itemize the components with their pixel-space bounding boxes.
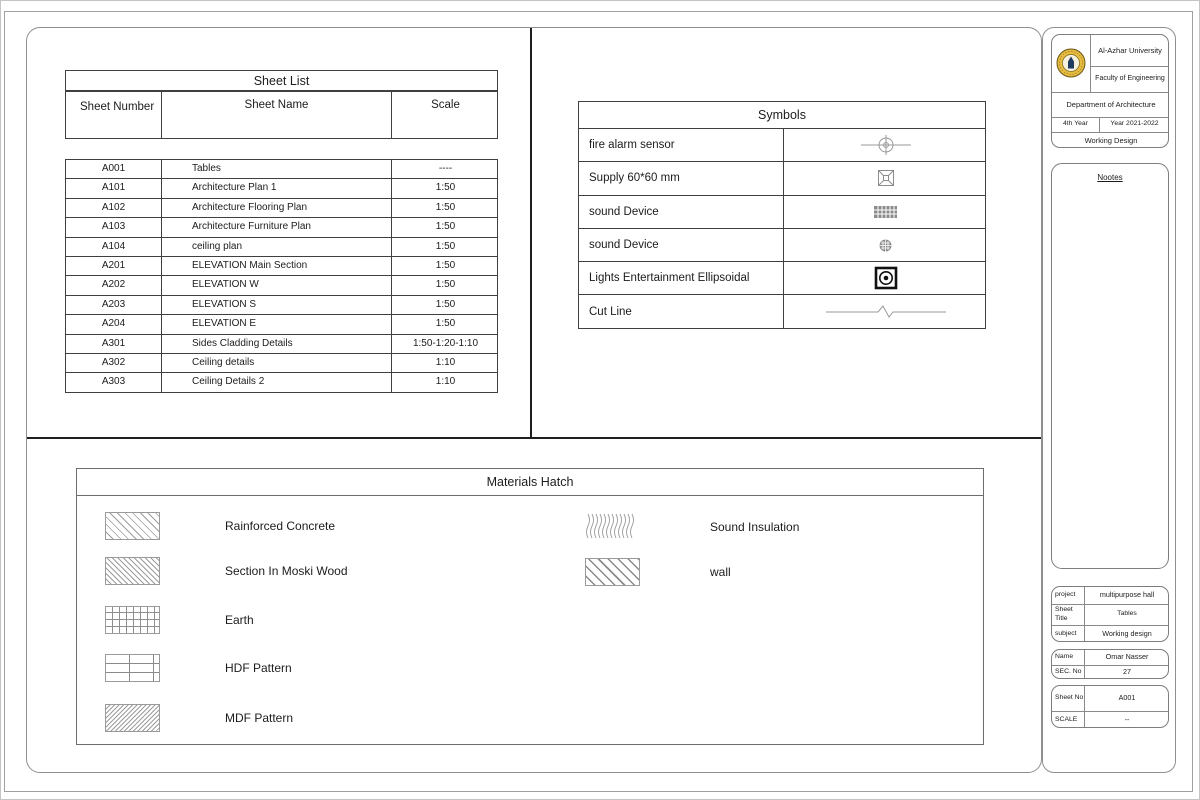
- subject-label: subject: [1055, 629, 1077, 637]
- wall-hatch: [585, 558, 640, 586]
- symbol-row: Lights Entertainment Ellipsoidal: [579, 262, 985, 295]
- vertical-panel-divider: [530, 28, 532, 438]
- material-item: Sound Insulation: [585, 513, 799, 540]
- scale-label: SCALE: [1055, 715, 1078, 723]
- design-type: Working Design: [1084, 136, 1138, 145]
- symbol-row: Cut Line: [579, 295, 985, 327]
- sheet-list-table: [65, 159, 498, 393]
- study-year: 4th Year: [1063, 120, 1088, 128]
- sheet-list-header-row: [65, 91, 498, 139]
- material-item: wall: [585, 558, 731, 586]
- table-row: A101 Architecture Plan 1 1:50: [66, 179, 497, 198]
- table-row: A204 ELEVATION E 1:50: [66, 315, 497, 334]
- sound-device-grille-icon: [784, 196, 987, 228]
- sheet-no-value: A001: [1118, 693, 1136, 703]
- section-number-value: 27: [1123, 667, 1131, 677]
- sheet-title-value: Tables: [1117, 610, 1137, 618]
- symbol-row: Supply 60*60 mm: [579, 162, 985, 195]
- table-row: A201 ELEVATION Main Section 1:50: [66, 257, 497, 276]
- material-item: Section In Moski Wood: [105, 557, 348, 585]
- sheet-list-title: Sheet List: [65, 70, 498, 91]
- notes-box: [1051, 163, 1169, 569]
- table-row: A203 ELEVATION S 1:50: [66, 296, 497, 315]
- fire-alarm-sensor-icon: [784, 129, 987, 161]
- scale-value: --: [1124, 714, 1130, 724]
- table-row: A102 Architecture Flooring Plan 1:50: [66, 199, 497, 218]
- earth-hatch: [105, 606, 160, 634]
- project-info-block: [1051, 586, 1169, 642]
- material-item: Rainforced Concrete: [105, 512, 335, 540]
- materials-hatch-title: Materials Hatch: [77, 469, 983, 496]
- ellipsoidal-light-icon: [784, 262, 987, 294]
- symbols-table: [578, 101, 986, 329]
- column-header-sheet-number: Sheet Number: [66, 92, 162, 138]
- sheet-title-label: Sheet Title: [1055, 606, 1073, 622]
- sound-insulation-hatch: [585, 513, 637, 540]
- university-logo: [1056, 48, 1086, 78]
- academic-year: Year 2021-2022: [1110, 120, 1159, 128]
- table-row: A301 Sides Cladding Details 1:50-1:20-1:10: [66, 335, 497, 354]
- symbol-row: fire alarm sensor: [579, 129, 985, 162]
- university-block: [1051, 34, 1169, 148]
- symbol-row: sound Device: [579, 196, 985, 229]
- material-item: Earth: [105, 606, 254, 634]
- project-value: multipurpose hall: [1099, 590, 1155, 600]
- moski-wood-hatch: [105, 557, 160, 585]
- materials-hatch-table: [76, 468, 984, 745]
- supply-diffuser-icon: [784, 162, 987, 194]
- sheet-no-label: Sheet No: [1055, 694, 1084, 702]
- table-row: A103 Architecture Furniture Plan 1:50: [66, 218, 497, 237]
- name-label: Name: [1055, 653, 1074, 661]
- column-header-scale: Scale: [431, 99, 460, 111]
- table-row: A303 Ceiling Details 2 1:10: [66, 373, 497, 391]
- cut-line-icon: [784, 295, 987, 327]
- university-name: Al-Azhar University: [1098, 46, 1162, 55]
- symbol-row: sound Device: [579, 229, 985, 262]
- column-header-sheet-name: Sheet Name: [162, 92, 392, 138]
- faculty-name: Faculty of Engineering: [1095, 74, 1165, 82]
- table-row: A001 Tables ----: [66, 160, 497, 179]
- table-row: A202 ELEVATION W 1:50: [66, 276, 497, 295]
- table-row: A302 Ceiling details 1:10: [66, 354, 497, 373]
- sheet-number-block: [1051, 685, 1169, 728]
- mdf-pattern-hatch: [105, 704, 160, 732]
- notes-title: Nootes: [1097, 173, 1123, 182]
- horizontal-panel-divider: [27, 437, 1041, 439]
- name-value: Omar Nasser: [1105, 652, 1149, 662]
- department-name: Department of Architecture: [1066, 100, 1156, 109]
- material-item: HDF Pattern: [105, 654, 292, 682]
- author-info-block: [1051, 649, 1169, 679]
- hdf-pattern-hatch: [105, 654, 160, 682]
- material-item: MDF Pattern: [105, 704, 293, 732]
- project-label: project: [1055, 591, 1076, 599]
- reinforced-concrete-hatch: [105, 512, 160, 540]
- subject-value: Working design: [1102, 628, 1152, 638]
- section-number-label: SEC. No: [1055, 668, 1082, 676]
- table-row: A104 ceiling plan 1:50: [66, 238, 497, 257]
- symbols-title: Symbols: [579, 102, 985, 129]
- sound-device-round-icon: [784, 229, 987, 261]
